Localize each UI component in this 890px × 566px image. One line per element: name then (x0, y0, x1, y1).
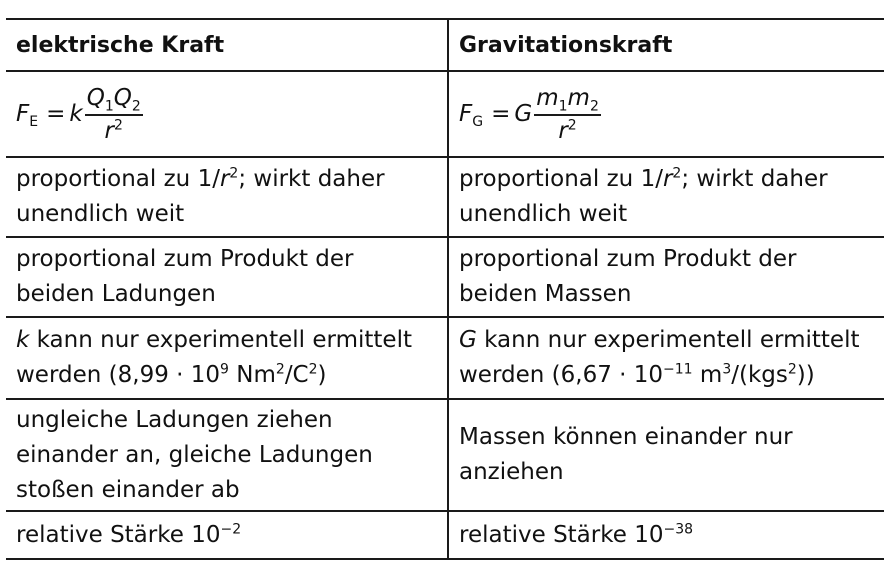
constant-symbol: k (16, 327, 30, 353)
text-exp3: 2 (308, 361, 318, 378)
attraction-gravity-cell (448, 399, 884, 511)
product-electric-cell (6, 237, 448, 317)
text-r: r (219, 166, 230, 192)
product-gravity-cell (448, 237, 884, 317)
formula-fraction (534, 84, 601, 145)
num-a: Q (86, 84, 105, 111)
text-r: r (662, 166, 673, 192)
formula-constant: G (514, 100, 533, 127)
text-line1: kann nur experimentell ermittelt (476, 327, 860, 353)
strength-gravity-cell (448, 511, 884, 559)
constant-symbol: G (459, 327, 477, 353)
text-part: ; wirkt daher (238, 166, 385, 192)
table-row-constant (6, 317, 884, 399)
formula-constant: k (69, 100, 83, 127)
text-pre: werden (6,67 · 10 (459, 362, 664, 388)
text-line1: kann nur experimentell ermittelt (29, 327, 412, 353)
strength-exp: −38 (663, 520, 694, 537)
fraction-denominator (105, 116, 123, 145)
table-row-formula (6, 71, 884, 157)
comparison-table (6, 18, 884, 560)
num-a-sub: 1 (104, 98, 114, 115)
text-line2: beiden Massen (459, 281, 632, 307)
table-row-strength (6, 511, 884, 559)
strength-text: relative Stärke 10 (459, 521, 664, 548)
text-part: ; wirkt daher (681, 166, 828, 192)
fraction-denominator (558, 116, 576, 145)
formula-symbol: F (459, 100, 473, 127)
formula-gravity (459, 84, 601, 145)
text-pre: werden (8,99 · 10 (16, 362, 221, 388)
formula-gravity-cell (448, 71, 884, 157)
text-mid2: /C (284, 362, 309, 388)
constant-electric-cell (6, 317, 448, 399)
num-b-sub: 2 (589, 98, 599, 115)
table-row-attraction (6, 399, 884, 511)
strength-exp: −2 (220, 520, 242, 537)
header-electric-force: elektrische Kraft (6, 19, 448, 71)
text-mid: Nm (228, 362, 276, 388)
text-exp: −11 (663, 361, 693, 378)
text-sup: 2 (672, 165, 682, 182)
table-row-distance (6, 157, 884, 237)
formula-electric-cell (6, 71, 448, 157)
fraction-numerator (85, 84, 143, 116)
text-post: )) (796, 362, 815, 388)
text-exp2: 3 (722, 361, 732, 378)
den-sup: 2 (114, 116, 123, 133)
text-line2: unendlich weit (16, 201, 185, 227)
text-line3: stoßen einander ab (16, 476, 240, 503)
distance-electric-cell (6, 157, 448, 237)
text-post: ) (317, 362, 327, 388)
num-b: m (567, 84, 590, 111)
den-r: r (104, 117, 114, 144)
formula-electric (16, 84, 143, 145)
strength-electric-cell (6, 511, 448, 559)
text-line2: anziehen (459, 459, 564, 485)
text-exp: 9 (220, 361, 229, 378)
formula-equals: = (46, 100, 66, 127)
text-mid: m (692, 362, 723, 388)
formula-equals: = (491, 100, 511, 127)
formula-symbol: F (16, 100, 30, 127)
text-part: proportional zu 1/ (459, 166, 663, 192)
den-r: r (558, 117, 568, 144)
text-sup: 2 (229, 165, 239, 182)
fraction-numerator (534, 84, 601, 116)
formula-fraction (85, 84, 143, 145)
text-part: proportional zu 1/ (16, 166, 220, 192)
attraction-electric-cell (6, 399, 448, 511)
den-sup: 2 (567, 116, 577, 133)
table-row-product (6, 237, 884, 317)
text-line2: einander an, gleiche Ladungen (16, 441, 373, 468)
formula-subscript: E (29, 113, 39, 130)
num-b-sub: 2 (131, 98, 141, 115)
constant-gravity-cell (448, 317, 884, 399)
formula-subscript: G (472, 113, 484, 130)
text-line2: beiden Ladungen (16, 281, 216, 307)
text-exp3: 2 (787, 361, 797, 378)
distance-gravity-cell (448, 157, 884, 237)
header-gravitational-force: Gravitationskraft (448, 19, 884, 71)
header-row (6, 19, 884, 71)
text-exp2: 2 (275, 361, 285, 378)
text-line1: Massen können einander nur (459, 424, 793, 450)
text-line2: unendlich weit (459, 201, 628, 227)
text-line1: ungleiche Ladungen ziehen (16, 406, 333, 433)
num-b: Q (113, 84, 132, 111)
text-mid2: /(kgs (731, 362, 788, 388)
text-line1: proportional zum Produkt der (16, 246, 354, 272)
strength-text: relative Stärke 10 (16, 521, 221, 548)
text-line1: proportional zum Produkt der (459, 246, 797, 272)
num-a-sub: 1 (558, 98, 568, 115)
num-a: m (536, 84, 559, 111)
